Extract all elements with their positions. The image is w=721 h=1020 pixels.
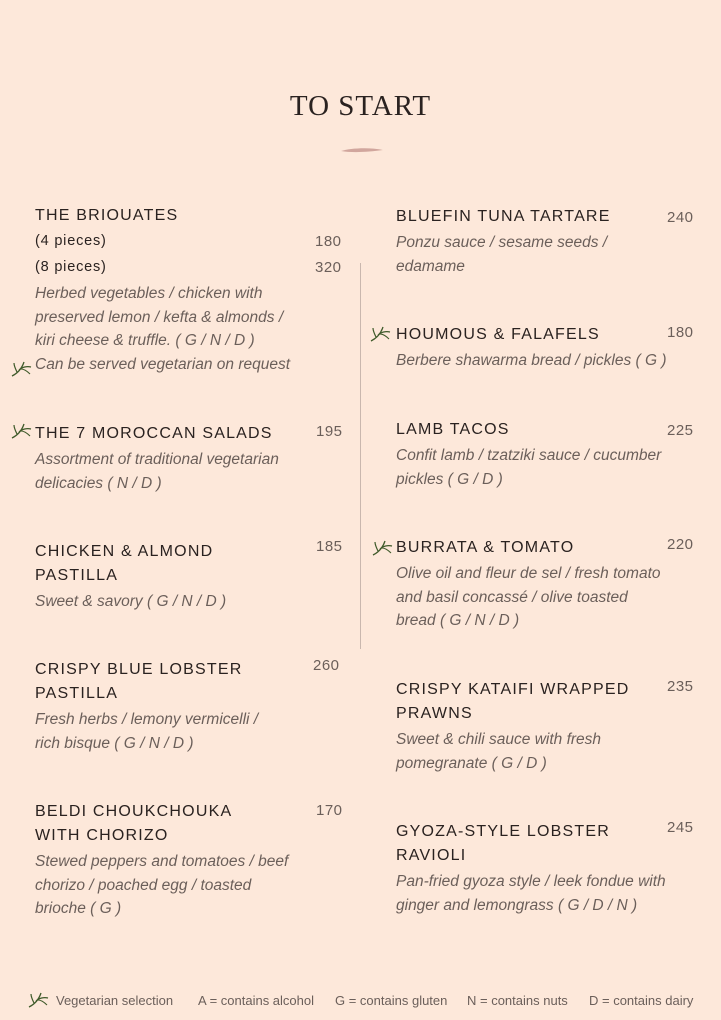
item-description: Confit lamb / tzatziki sauce / cucumber pickles ( G / D ): [396, 447, 662, 488]
item-name: CRISPY BLUE LOBSTER PASTILLA: [35, 661, 243, 702]
item-name: HOUMOUS & FALAFELS: [396, 326, 600, 343]
item-price: 235: [667, 678, 694, 695]
leaf-icon: [371, 539, 393, 557]
item-price: 220: [667, 536, 694, 553]
item-name: LAMB TACOS: [396, 421, 510, 438]
item-description: Pan-fried gyoza style / leek fondue with ginger and lemongrass ( G / D / N ): [396, 873, 666, 914]
item-description: Stewed peppers and tomatoes / beef chorizo / poached egg / toasted brioche ( G ): [35, 853, 289, 917]
item-name: BURRATA & TOMATO: [396, 539, 575, 556]
legend-gluten: G = contains gluten: [335, 993, 448, 1008]
item-name: CHICKEN & ALMOND PASTILLA: [35, 543, 214, 584]
leaf-icon: [27, 991, 49, 1009]
menu-item-moroccan-salads: [35, 422, 335, 495]
item-name: BELDI CHOUKCHOUKA WITH CHORIZO: [35, 803, 233, 844]
leaf-icon: [369, 325, 391, 343]
item-price: 170: [316, 802, 343, 819]
item-price: 225: [667, 422, 694, 439]
item-description: Berbere shawarma bread / pickles ( G ): [396, 352, 667, 369]
item-price: 245: [667, 819, 694, 836]
menu-item-chicken-pastilla: [35, 540, 335, 614]
item-size: (4 pieces): [35, 233, 107, 249]
item-name: THE 7 MOROCCAN SALADS: [35, 425, 273, 442]
item-price: 185: [316, 538, 343, 555]
item-description: Herbed vegetables / chicken with preserved lemon / kefta & almonds / kiri cheese & truffle. ( G / N / D ) Can be served vegetarian on request: [35, 285, 291, 373]
menu-item-lobster-pastilla: [35, 658, 335, 755]
menu-item-burrata: [396, 536, 696, 633]
item-price: 320: [315, 259, 342, 276]
menu-item-briouates: [35, 204, 345, 376]
legend-nuts: N = contains nuts: [467, 993, 568, 1008]
item-description: Sweet & chili sauce with fresh pomegranate ( G / D ): [396, 731, 602, 772]
item-description: Olive oil and fleur de sel / fresh tomato and basil concassé / olive toasted bread ( G / N / D ): [396, 565, 661, 629]
item-name: BLUEFIN TUNA TARTARE: [396, 208, 611, 225]
item-size: (8 pieces): [35, 259, 107, 275]
column-divider: [360, 263, 361, 649]
item-description: Ponzu sauce / sesame seeds / edamame: [396, 234, 608, 275]
item-name: THE BRIOUATES: [35, 207, 179, 224]
legend-dairy: D = contains dairy: [589, 993, 694, 1008]
item-price: 195: [316, 423, 343, 440]
item-price: 180: [667, 324, 694, 341]
item-description: Assortment of traditional vegetarian delicacies ( N / D ): [35, 451, 279, 492]
item-description: Sweet & savory ( G / N / D ): [35, 593, 227, 610]
menu-item-lobster-ravioli: [396, 820, 696, 917]
menu-item-lamb-tacos: [396, 418, 696, 491]
item-name: GYOZA-STYLE LOBSTER RAVIOLI: [396, 823, 610, 864]
item-price: 260: [313, 657, 340, 674]
item-description: Fresh herbs / lemony vermicelli / rich bisque ( G / N / D ): [35, 711, 259, 752]
menu-item-choukchouka: [35, 800, 335, 921]
menu-item-houmous: [396, 323, 696, 373]
page-title: TO START: [289, 90, 432, 122]
item-price: 180: [315, 233, 342, 250]
leaf-icon: [10, 422, 32, 440]
menu-item-kataifi-prawns: [396, 678, 696, 775]
title-swash: [340, 146, 384, 154]
leaf-icon: [10, 360, 32, 378]
item-price: 240: [667, 209, 694, 226]
item-name: CRISPY KATAIFI WRAPPED PRAWNS: [396, 681, 630, 722]
legend-vegetarian: Vegetarian selection: [56, 993, 174, 1008]
menu-item-tuna-tartare: [396, 205, 696, 278]
item-note: Can be served vegetarian on request: [35, 355, 291, 373]
legend-alcohol: A = contains alcohol: [198, 993, 314, 1008]
